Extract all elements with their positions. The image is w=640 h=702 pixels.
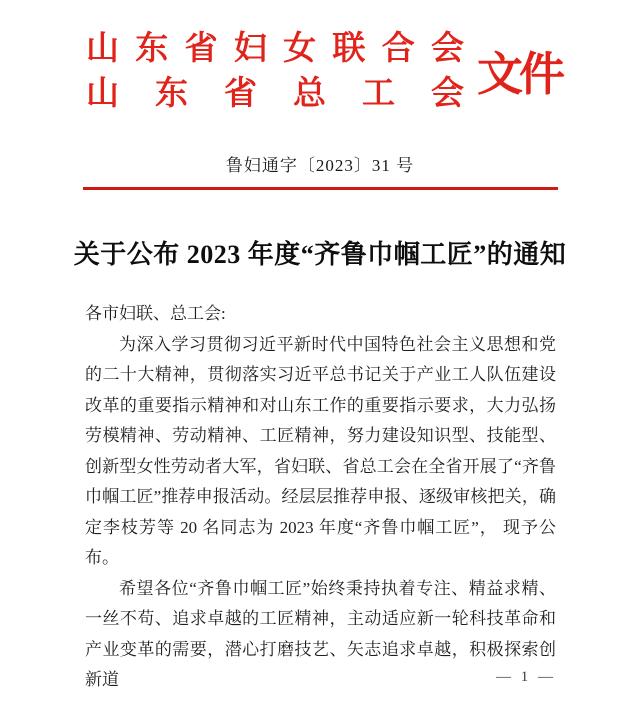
- salutation-line: 各市妇联、总工会:: [85, 304, 226, 323]
- org-name-trade-union: 山东省总工会: [86, 76, 464, 112]
- document-reference-number: 鲁妇通字〔2023〕31 号: [225, 156, 415, 175]
- document-body: [0, 299, 640, 696]
- page-number: — 1 —: [496, 669, 556, 685]
- document-word-label: 文件: [477, 49, 561, 100]
- letterhead: [0, 0, 640, 117]
- issuing-org-names: [86, 27, 464, 117]
- org-name-womens-federation: 山东省妇女联合会: [86, 31, 464, 67]
- red-divider-rule: [83, 187, 558, 190]
- body-paragraph-2: 希望各位“齐鲁巾帼工匠”始终秉持执着专注、精益求精、一丝不苟、追求卓越的工匠精神，主动适应新一轮科技革命和产业变革的需要，潜心打磨技艺、矢志追求卓越，积极探索创新道: [85, 578, 556, 689]
- document-title: 关于公布 2023 年度“齐鲁巾帼工匠”的通知: [73, 240, 567, 269]
- body-paragraph-1: 为深入学习贯彻习近平新时代中国特色社会主义思想和党的二十大精神，贯彻落实习近平总书记关于产业工人队伍建设改革的重要指示精神和对山东工作的重要指示要求，大力弘扬劳模精神、劳动精神、工匠精神，努力建设知识型、技能型、创新型女性劳动者大军，省妇联、省总工会在全省开展了“齐鲁巾帼工匠”推荐申报活动。经层层推荐申报、逐级审核把关，确定李枝芳等 20 名同志为 2023 年度“齐鲁巾帼工匠”， 现予公布。: [85, 334, 556, 567]
